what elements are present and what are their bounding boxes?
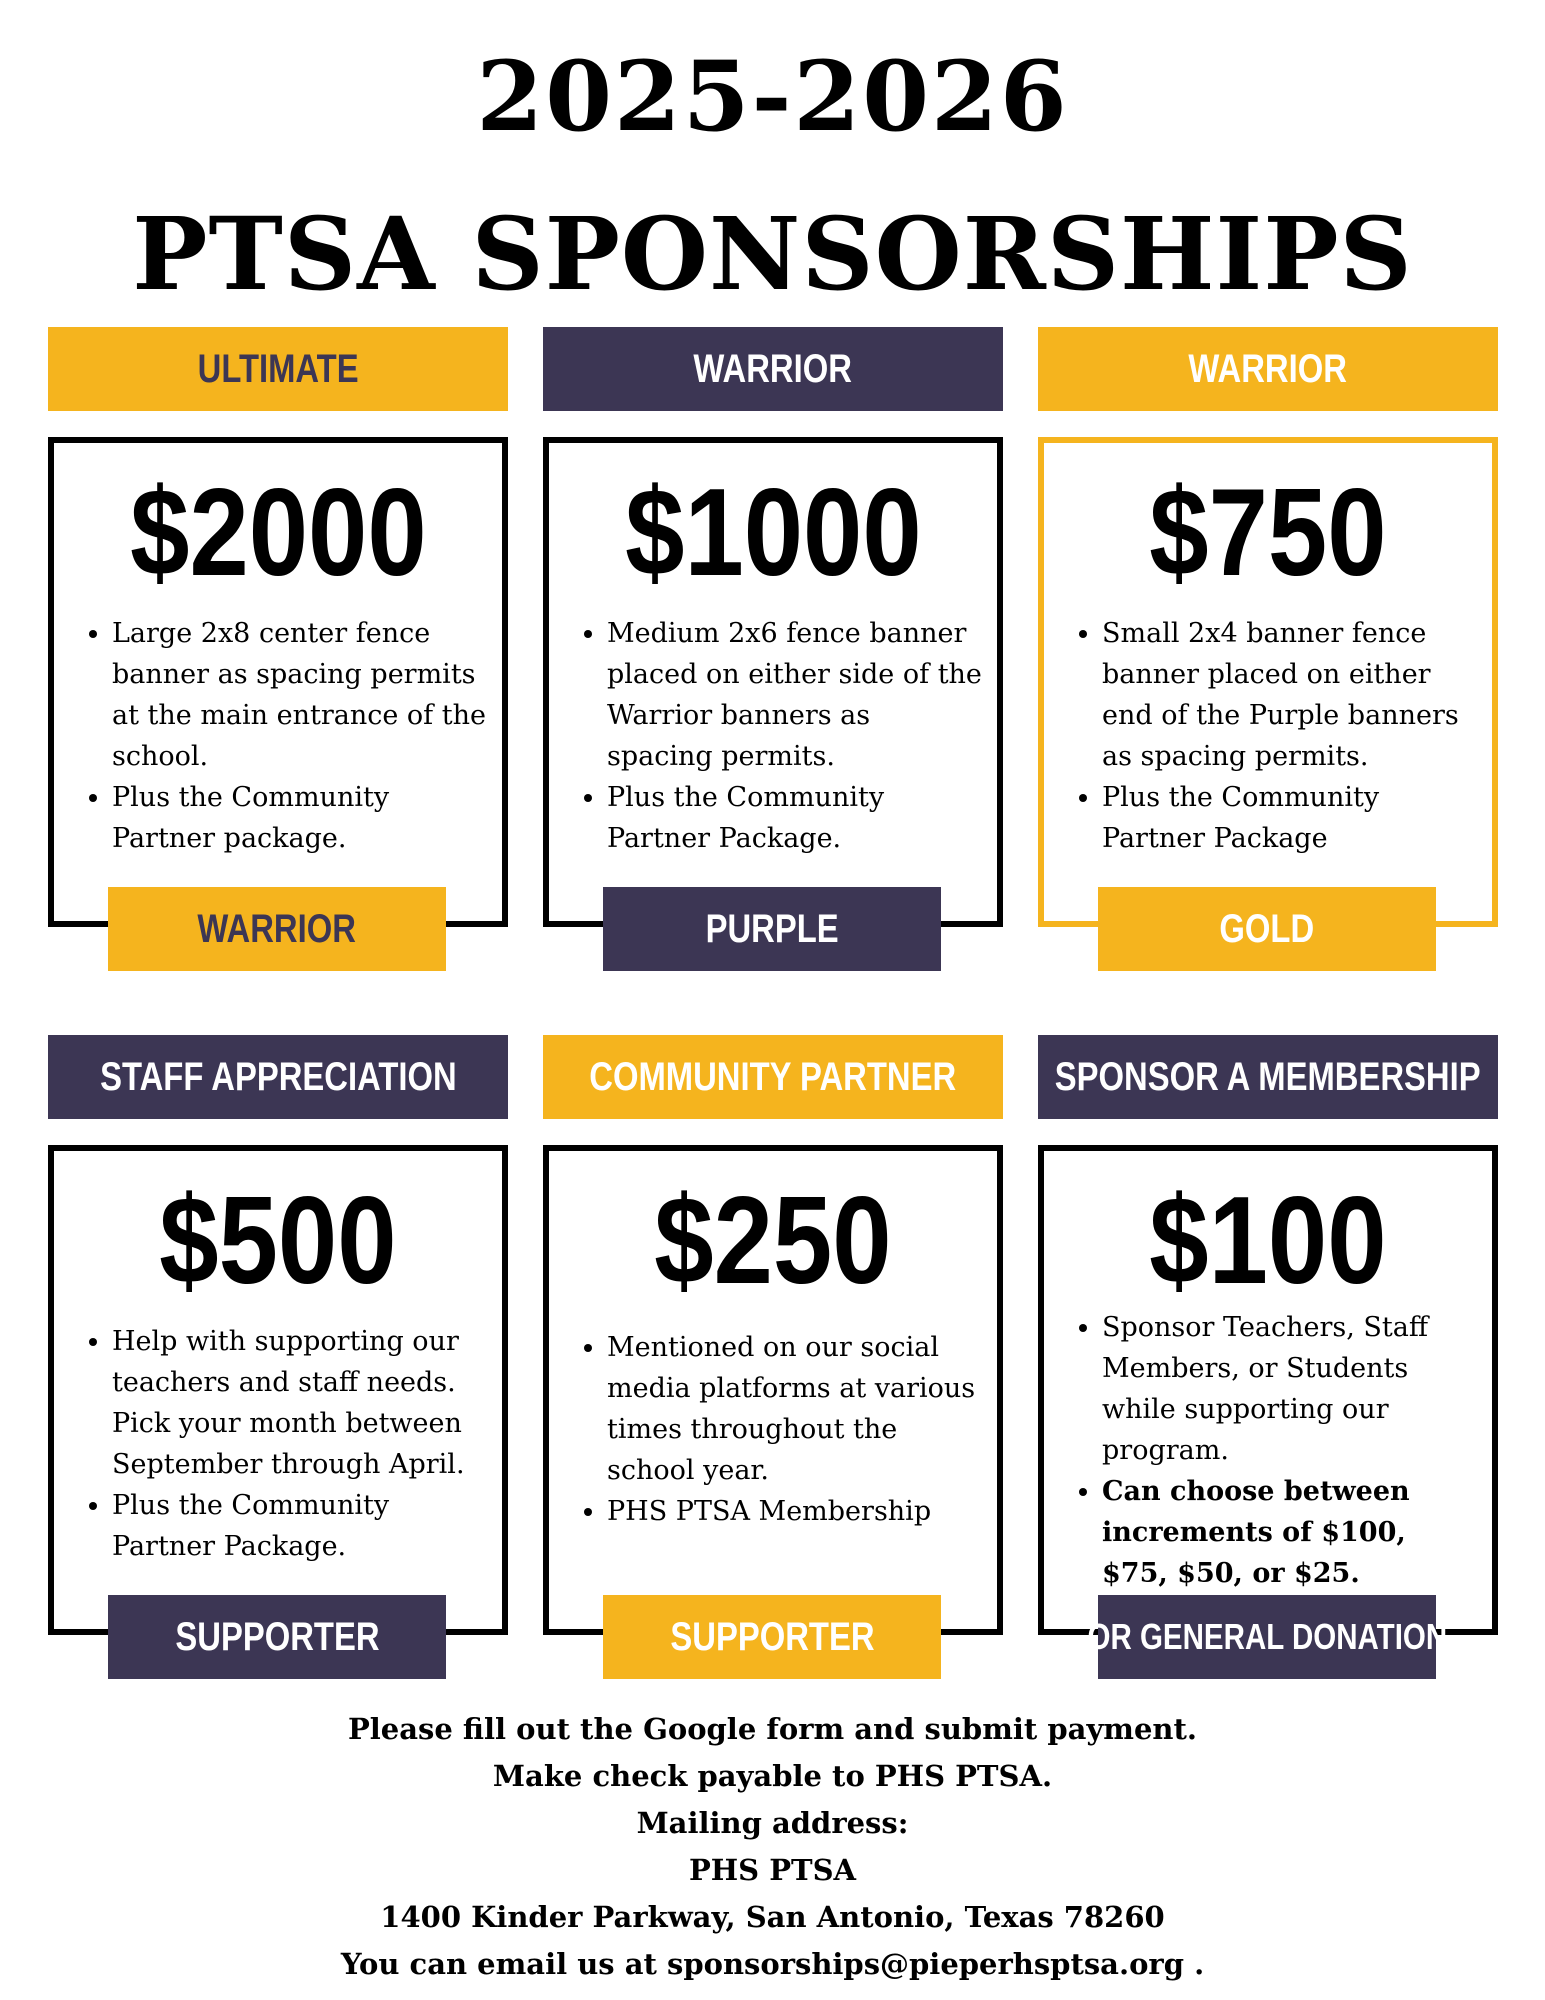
card-price: $2000 <box>129 464 427 602</box>
bullet-item: • Plus the Community Partner package. <box>112 777 488 859</box>
card-tier-badge: WARRIOR <box>108 887 446 971</box>
card-box <box>1038 437 1498 927</box>
email-line: You can email us at sponsorships@pieperhsptsa.org . <box>340 1947 1205 1981</box>
card-header: WARRIOR <box>543 327 1003 411</box>
card-box <box>543 437 1003 927</box>
mailing-address-label: Mailing address: <box>636 1806 909 1840</box>
card-price: $750 <box>1149 464 1387 602</box>
card-box <box>543 1145 1003 1635</box>
card-tier-badge: OR GENERAL DONATION <box>1098 1595 1436 1679</box>
bullet-item: • Plus the Community Partner Package. <box>607 777 983 859</box>
page-title: PTSA SPONSORSHIPS <box>132 195 1413 313</box>
card-tier-badge: PURPLE <box>603 887 941 971</box>
card-price: $100 <box>1149 1172 1387 1310</box>
card-header: COMMUNITY PARTNER <box>543 1035 1003 1119</box>
bullet-item: • Medium 2x6 fence banner placed on either side of the Warrior banners as spacing permits. <box>607 613 983 777</box>
bullet-item: • Small 2x4 banner fence banner placed on either end of the Purple banners as spacing permits. <box>1102 613 1478 777</box>
page-title-year: 2025-2026 <box>476 40 1069 153</box>
card-header: ULTIMATE <box>48 327 508 411</box>
card-box <box>1038 1145 1498 1635</box>
card-header: SPONSOR A MEMBERSHIP <box>1038 1035 1498 1119</box>
bullet-item: • Plus the Community Partner Package <box>1102 777 1478 859</box>
contact-info <box>0 1706 1545 1988</box>
mailing-name: PHS PTSA <box>688 1853 857 1887</box>
card-bullets <box>567 1327 983 1532</box>
card-bullets <box>72 613 488 859</box>
card-price: $1000 <box>624 464 922 602</box>
card-box <box>48 437 508 927</box>
card-bullets <box>567 613 983 859</box>
bullet-item: • Mentioned on our social media platforms at various times throughout the school year. <box>607 1327 983 1491</box>
bullet-item: • Sponsor Teachers, Staff Members, or Students while supporting our program. <box>1102 1307 1478 1471</box>
card-tier-badge: GOLD <box>1098 887 1436 971</box>
bullet-item: • Can choose between increments of $100, $75, $50, or $25. <box>1102 1471 1478 1594</box>
instructions-line: Please fill out the Google form and submit payment. <box>347 1712 1198 1746</box>
card-bullets <box>72 1321 488 1567</box>
bullet-item: • Plus the Community Partner Package. <box>112 1485 488 1567</box>
card-header: WARRIOR <box>1038 327 1498 411</box>
card-price: $250 <box>654 1172 892 1310</box>
card-box <box>48 1145 508 1635</box>
bullet-item: • PHS PTSA Membership <box>607 1491 983 1532</box>
card-header: STAFF APPRECIATION <box>48 1035 508 1119</box>
mailing-street: 1400 Kinder Parkway, San Antonio, Texas 78260 <box>380 1900 1165 1934</box>
check-payable-line: Make check payable to PHS PTSA. <box>492 1759 1053 1793</box>
card-price: $500 <box>159 1172 397 1310</box>
bullet-item: • Help with supporting our teachers and staff needs. Pick your month between September through April. <box>112 1321 488 1485</box>
card-bullets <box>1062 613 1478 859</box>
card-tier-badge: SUPPORTER <box>108 1595 446 1679</box>
card-tier-badge: SUPPORTER <box>603 1595 941 1679</box>
bullet-item: • Large 2x8 center fence banner as spacing permits at the main entrance of the school. <box>112 613 488 777</box>
card-bullets <box>1062 1307 1478 1594</box>
